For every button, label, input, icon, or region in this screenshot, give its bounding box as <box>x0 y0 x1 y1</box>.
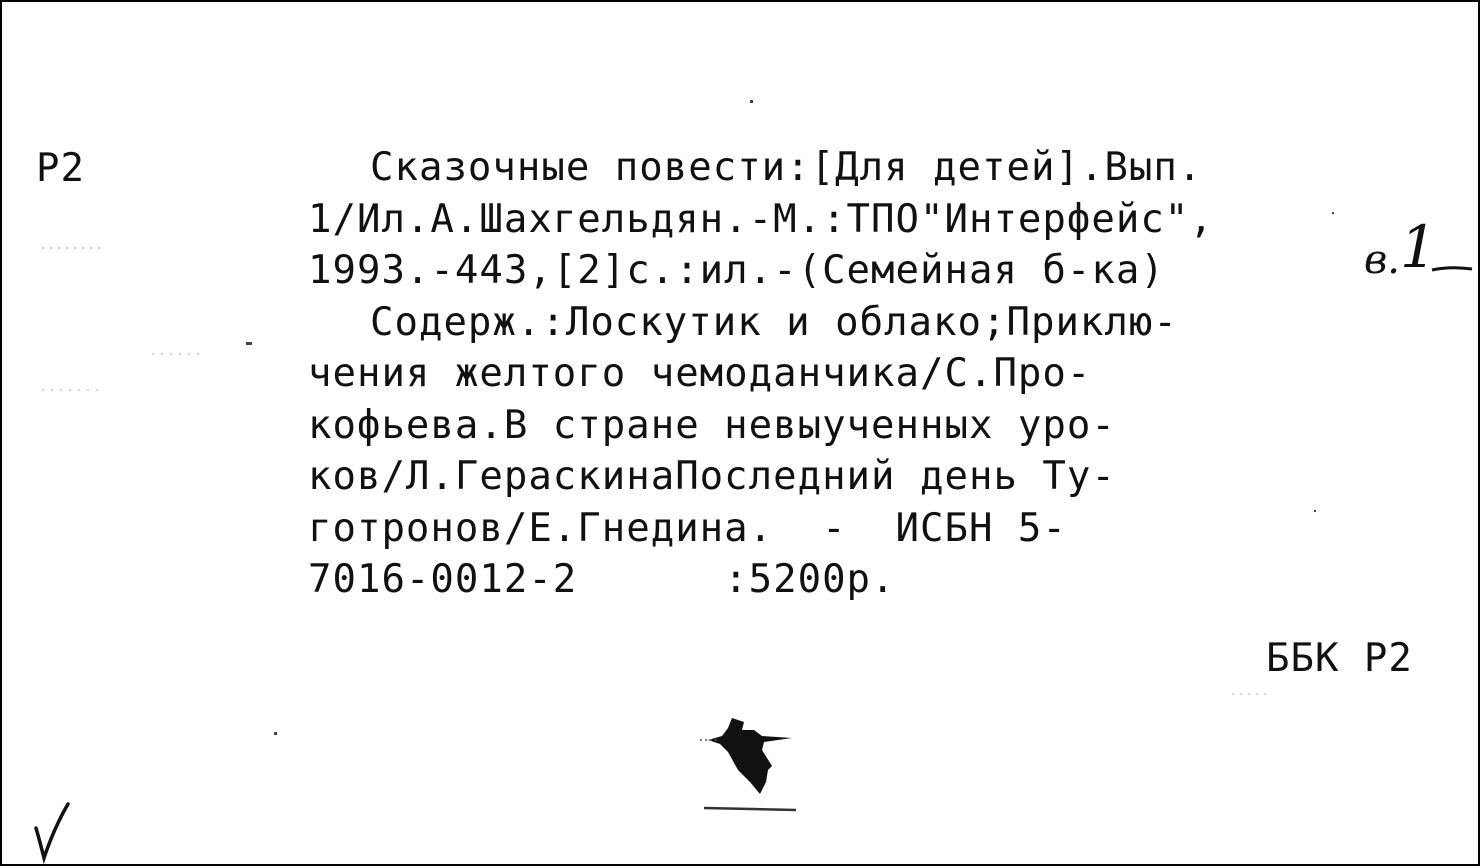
faint-dotted-line <box>152 352 202 356</box>
scan-speck <box>1314 510 1316 512</box>
record-line: Содерж.:Лоскутик и облако;Приклю- <box>370 299 1178 345</box>
scan-speck <box>274 732 277 735</box>
volume-number: 1 <box>1400 213 1437 281</box>
volume-prefix: в. <box>1364 237 1400 283</box>
check-mark <box>30 798 74 864</box>
bibliographic-record <box>308 142 1408 606</box>
record-line: 1/Ил.А.Шахгельдян.-М.:ТПО"Интерфейс", <box>308 196 1214 242</box>
scan-speck <box>750 100 753 103</box>
faint-dotted-line <box>42 246 102 250</box>
handwritten-volume-note <box>1364 213 1437 287</box>
scan-speck <box>1332 212 1334 214</box>
underline-mark <box>1430 264 1474 274</box>
record-line: ков/Л.ГераскинаПоследний день Ту- <box>308 454 1116 499</box>
record-line: 1993.-443,[2]с.:ил.-(Семейная б-ка) <box>308 248 1165 293</box>
library-stamp-mark <box>692 708 802 818</box>
faint-dotted-line <box>1232 692 1272 696</box>
record-line: кофьева.В стране невыученных уро- <box>308 402 1116 448</box>
record-line: 7016-0012-2 :5200р. <box>308 557 896 602</box>
shelf-mark: Р2 <box>36 146 85 191</box>
record-line: готронов/Е.Гнедина. - ИСБН 5- <box>308 505 1067 551</box>
scan-speck <box>246 342 252 345</box>
record-line: чения желтого чемоданчика/С.Про- <box>308 351 1092 396</box>
faint-dotted-line <box>42 388 102 392</box>
classification-index: ББК Р2 <box>1266 636 1413 681</box>
record-line: Сказочные повести:[Для детей].Вып. <box>370 145 1203 190</box>
